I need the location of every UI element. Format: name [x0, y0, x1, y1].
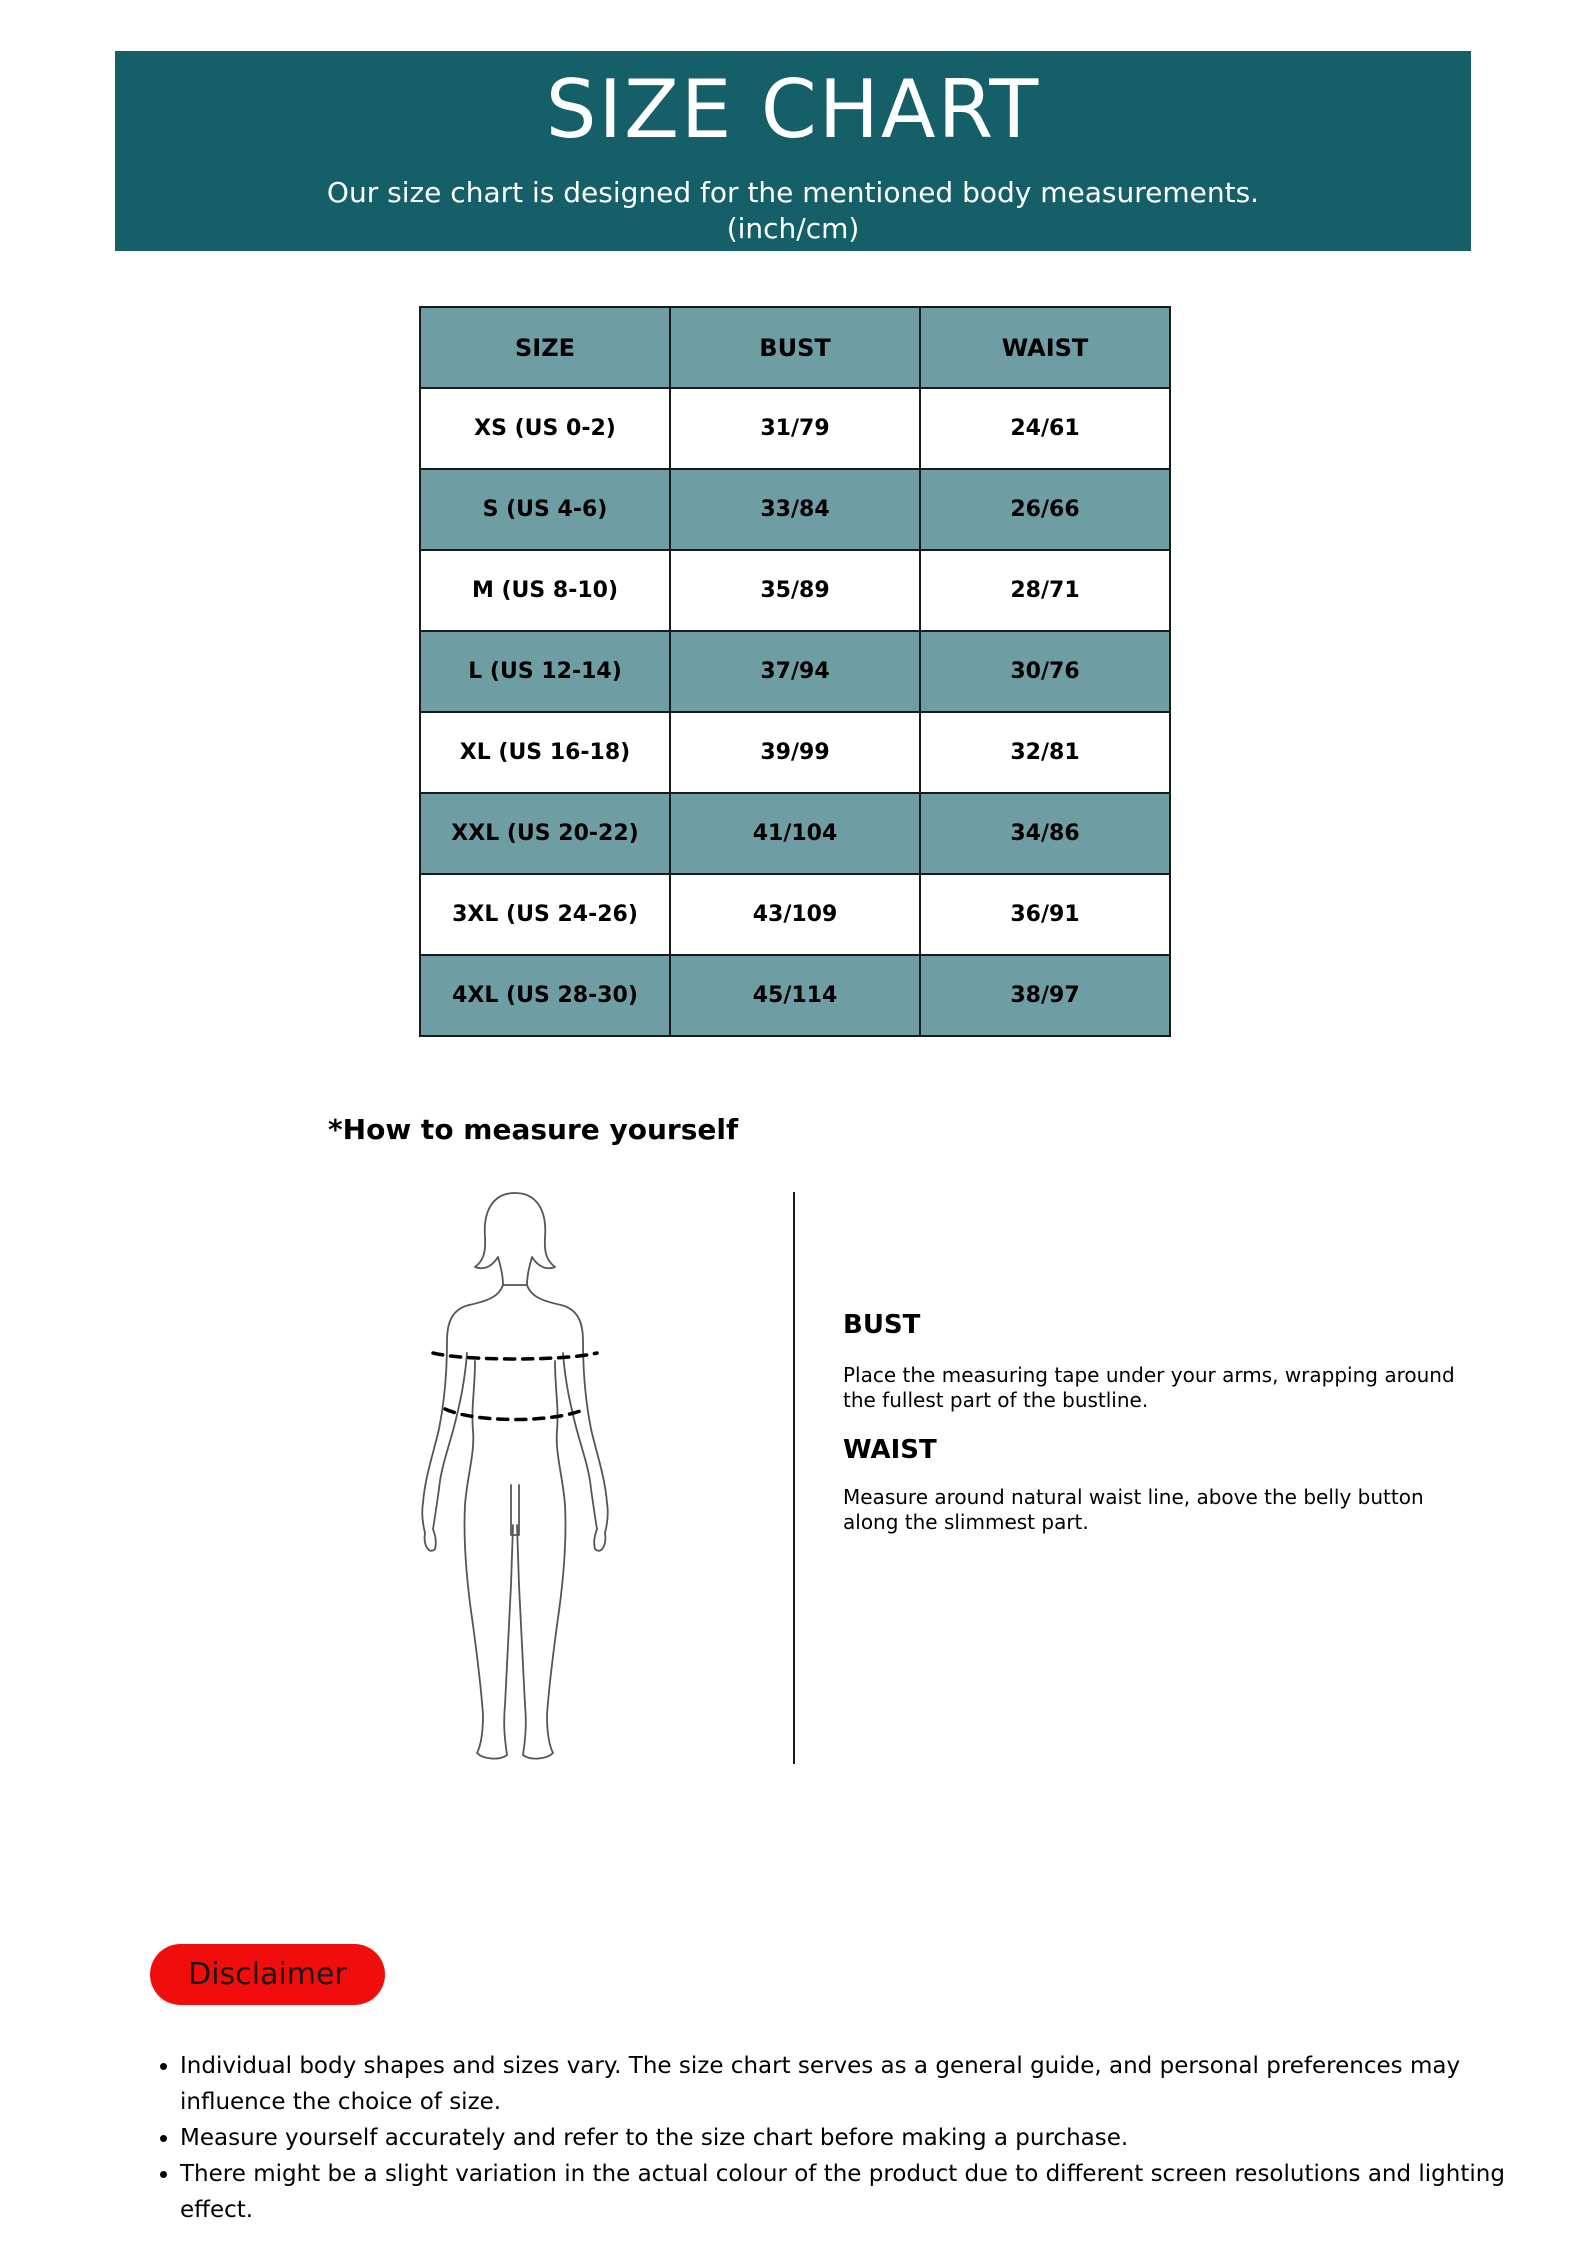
- table-header-row: [420, 307, 1170, 388]
- bust-description-line: Place the measuring tape under your arms, wrapping around: [843, 1363, 1455, 1387]
- waist-description: [843, 1485, 1463, 1535]
- table-row: [420, 793, 1170, 874]
- list-item: • Individual body shapes and sizes vary. The size chart serves as a general guide, and personal preferences may influence the choice of size.: [180, 2048, 1510, 2120]
- disclaimer-badge: Disclaimer: [150, 1944, 385, 2005]
- size-cell: M (US 8-10): [420, 550, 670, 631]
- waist-title: WAIST: [843, 1435, 937, 1465]
- bust-cell: 31/79: [670, 388, 920, 469]
- bust-cell: 39/99: [670, 712, 920, 793]
- waist-cell: 36/91: [920, 874, 1170, 955]
- list-item: • Measure yourself accurately and refer to the size chart before making a purchase.: [180, 2120, 1510, 2156]
- table-row: [420, 712, 1170, 793]
- waist-cell: 26/66: [920, 469, 1170, 550]
- size-table: [419, 306, 1171, 1037]
- bust-cell: 45/114: [670, 955, 920, 1036]
- table-row: [420, 469, 1170, 550]
- waist-cell: 32/81: [920, 712, 1170, 793]
- disclaimer-list: [150, 2048, 1510, 2228]
- bust-title: BUST: [843, 1310, 921, 1340]
- bust-cell: 33/84: [670, 469, 920, 550]
- waist-cell: 30/76: [920, 631, 1170, 712]
- column-header-waist: WAIST: [920, 307, 1170, 388]
- table-row: [420, 955, 1170, 1036]
- waist-cell: 34/86: [920, 793, 1170, 874]
- bust-description-line: the fullest part of the bustline.: [843, 1388, 1149, 1412]
- table-row: [420, 874, 1170, 955]
- list-item: • There might be a slight variation in the actual colour of the product due to different screen resolutions and lighting effect.: [180, 2156, 1510, 2228]
- column-header-bust: BUST: [670, 307, 920, 388]
- female-body-outline-icon: [395, 1185, 635, 1775]
- waist-description-line: along the slimmest part.: [843, 1510, 1089, 1534]
- waist-cell: 28/71: [920, 550, 1170, 631]
- waist-description-line: Measure around natural waist line, above the belly button: [843, 1485, 1424, 1509]
- header-banner: [115, 51, 1471, 251]
- bust-cell: 35/89: [670, 550, 920, 631]
- column-header-size: SIZE: [420, 307, 670, 388]
- measure-heading: *How to measure yourself: [328, 1113, 739, 1146]
- bust-cell: 43/109: [670, 874, 920, 955]
- table-row: [420, 631, 1170, 712]
- size-cell: L (US 12-14): [420, 631, 670, 712]
- size-cell: 3XL (US 24-26): [420, 874, 670, 955]
- header-subtitle: Our size chart is designed for the mentioned body measurements.: [326, 176, 1260, 209]
- section-divider: [793, 1192, 795, 1764]
- size-cell: XL (US 16-18): [420, 712, 670, 793]
- size-cell: 4XL (US 28-30): [420, 955, 670, 1036]
- size-cell: XS (US 0-2): [420, 388, 670, 469]
- bust-cell: 41/104: [670, 793, 920, 874]
- page-title: SIZE CHART: [545, 63, 1041, 156]
- waist-cell: 38/97: [920, 955, 1170, 1036]
- size-cell: XXL (US 20-22): [420, 793, 670, 874]
- waist-cell: 24/61: [920, 388, 1170, 469]
- size-cell: S (US 4-6): [420, 469, 670, 550]
- header-units: (inch/cm): [726, 212, 860, 245]
- table-row: [420, 550, 1170, 631]
- bust-description: [843, 1363, 1463, 1413]
- table-row: [420, 388, 1170, 469]
- bust-cell: 37/94: [670, 631, 920, 712]
